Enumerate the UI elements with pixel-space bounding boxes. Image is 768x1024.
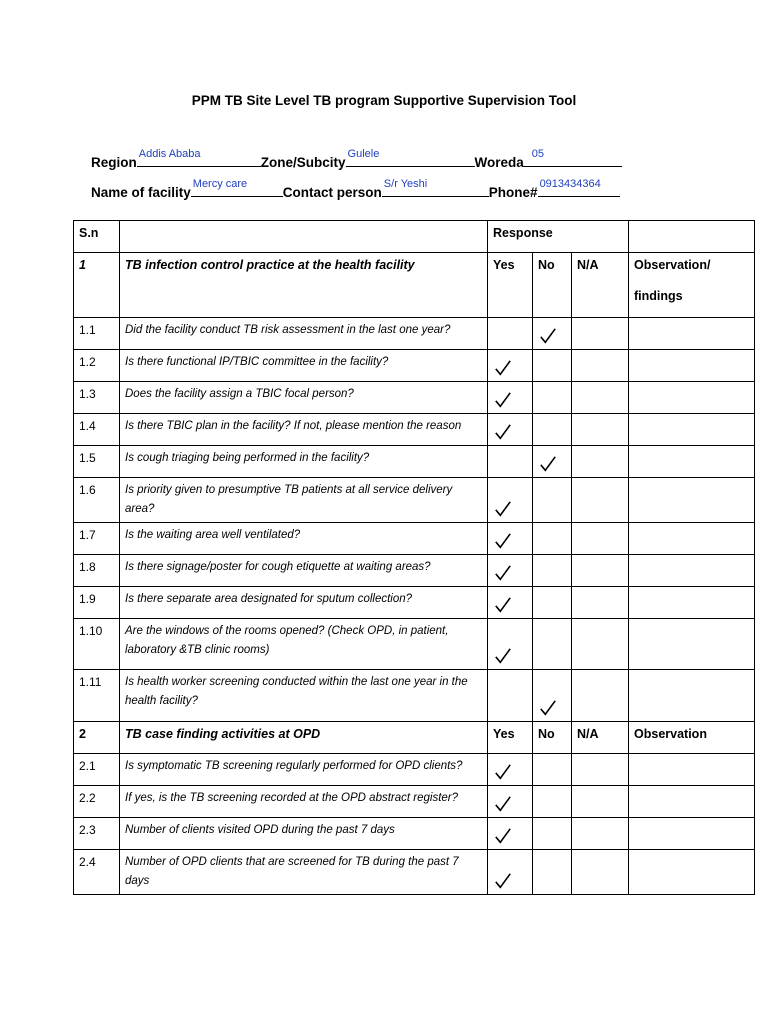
answer-cell[interactable] <box>533 414 572 446</box>
checkmark-icon <box>539 455 557 473</box>
row-question: Is priority given to presumptive TB patients at all service delivery area? <box>120 478 488 523</box>
col-response: Response <box>488 221 629 253</box>
section1-na: N/A <box>572 253 629 318</box>
observation-cell[interactable] <box>629 619 755 670</box>
row-question: Number of OPD clients that are screened for TB during the past 7 days <box>120 850 488 895</box>
checkmark-icon <box>494 795 512 813</box>
answer-cell[interactable] <box>572 478 629 523</box>
region-value: Addis Ababa <box>138 148 201 160</box>
row-question: Are the windows of the rooms opened? (Check OPD, in patient, laboratory &TB clinic rooms) <box>120 619 488 670</box>
answer-cell[interactable] <box>572 382 629 414</box>
observation-cell[interactable] <box>629 786 755 818</box>
answer-cell[interactable] <box>572 587 629 619</box>
observation-cell[interactable] <box>629 414 755 446</box>
answer-cell[interactable] <box>533 587 572 619</box>
row-question: Is there separate area designated for sputum collection? <box>120 587 488 619</box>
row-number: 2.1 <box>74 754 120 786</box>
section2-title: TB case finding activities at OPD <box>120 722 488 754</box>
answer-cell[interactable] <box>533 619 572 670</box>
contact-field[interactable] <box>382 178 489 197</box>
row-question: Is health worker screening conducted within the last one year in the health facility? <box>120 670 488 722</box>
checkmark-icon <box>494 647 512 665</box>
zone-field[interactable] <box>346 148 475 167</box>
answer-cell[interactable] <box>533 350 572 382</box>
section1-observation <box>629 253 755 318</box>
checkmark-icon <box>494 763 512 781</box>
row-number: 1.3 <box>74 382 120 414</box>
row-number: 1.9 <box>74 587 120 619</box>
section1-obs-line1: Observation/ <box>634 258 711 272</box>
table-row <box>74 555 755 587</box>
row-number: 1.6 <box>74 478 120 523</box>
row-question: Number of clients visited OPD during the past 7 days <box>120 818 488 850</box>
table-row <box>74 446 755 478</box>
answer-cell[interactable] <box>533 786 572 818</box>
answer-cell[interactable] <box>533 670 572 722</box>
answer-cell[interactable] <box>533 318 572 350</box>
row-question: Does the facility assign a TBIC focal person? <box>120 382 488 414</box>
row-number: 1.1 <box>74 318 120 350</box>
row-number: 2.2 <box>74 786 120 818</box>
answer-cell[interactable] <box>488 350 533 382</box>
answer-cell[interactable] <box>533 478 572 523</box>
checkmark-icon <box>539 699 557 717</box>
checkmark-icon <box>494 359 512 377</box>
section2-yes: Yes <box>488 722 533 754</box>
row-number: 1.7 <box>74 523 120 555</box>
facility-field[interactable] <box>191 178 283 197</box>
row-question: Is there functional IP/TBIC committee in the facility? <box>120 350 488 382</box>
answer-cell[interactable] <box>488 786 533 818</box>
region-field[interactable] <box>137 148 261 167</box>
observation-cell[interactable] <box>629 478 755 523</box>
answer-cell[interactable] <box>533 850 572 895</box>
row-question: Is there TBIC plan in the facility? If not, please mention the reason <box>120 414 488 446</box>
observation-cell[interactable] <box>629 754 755 786</box>
answer-cell[interactable] <box>488 587 533 619</box>
phone-field[interactable] <box>538 178 620 197</box>
section1-header-row <box>74 253 755 318</box>
row-number: 1.2 <box>74 350 120 382</box>
answer-cell[interactable] <box>533 523 572 555</box>
section2-header-row <box>74 722 755 754</box>
table-row <box>74 850 755 895</box>
row-number: 2.3 <box>74 818 120 850</box>
section2-observation: Observation <box>629 722 755 754</box>
answer-cell[interactable] <box>488 754 533 786</box>
facility-label: Name of facility <box>91 185 191 200</box>
answer-cell[interactable] <box>572 786 629 818</box>
row-number: 1.8 <box>74 555 120 587</box>
checkmark-icon <box>539 327 557 345</box>
info-line-1 <box>91 148 622 170</box>
observation-cell[interactable] <box>629 382 755 414</box>
woreda-field[interactable] <box>524 148 622 167</box>
table-row <box>74 619 755 670</box>
section1-yes: Yes <box>488 253 533 318</box>
answer-cell[interactable] <box>533 446 572 478</box>
row-question: Is cough triaging being performed in the facility? <box>120 446 488 478</box>
row-question: Did the facility conduct TB risk assessment in the last one year? <box>120 318 488 350</box>
table-row <box>74 382 755 414</box>
contact-value: S/r Yeshi <box>383 178 428 190</box>
answer-cell[interactable] <box>572 619 629 670</box>
table-row <box>74 670 755 722</box>
checkmark-icon <box>494 532 512 550</box>
table-row <box>74 350 755 382</box>
answer-cell[interactable] <box>488 619 533 670</box>
contact-label: Contact person <box>282 185 382 200</box>
checkmark-icon <box>494 564 512 582</box>
checkmark-icon <box>494 500 512 518</box>
answer-cell[interactable] <box>533 754 572 786</box>
region-label: Region <box>91 155 137 170</box>
table-row <box>74 478 755 523</box>
answer-cell[interactable] <box>488 850 533 895</box>
row-question: Is symptomatic TB screening regularly performed for OPD clients? <box>120 754 488 786</box>
table-row <box>74 318 755 350</box>
table-row <box>74 786 755 818</box>
section1-title: TB infection control practice at the health facility <box>120 253 488 318</box>
answer-cell[interactable] <box>572 350 629 382</box>
row-question: Is there signage/poster for cough etiquette at waiting areas? <box>120 555 488 587</box>
row-number: 1.5 <box>74 446 120 478</box>
answer-cell[interactable] <box>572 318 629 350</box>
answer-cell[interactable] <box>488 478 533 523</box>
info-line-2 <box>91 178 620 200</box>
table-row <box>74 754 755 786</box>
row-number: 1.10 <box>74 619 120 670</box>
checkmark-icon <box>494 596 512 614</box>
row-question: Is the waiting area well ventilated? <box>120 523 488 555</box>
phone-label: Phone# <box>488 185 538 200</box>
answer-cell[interactable] <box>572 754 629 786</box>
answer-cell[interactable] <box>533 382 572 414</box>
section1-obs-line2: findings <box>634 289 683 303</box>
section2-na: N/A <box>572 722 629 754</box>
section1-no: No <box>533 253 572 318</box>
phone-value: 0913434364 <box>539 178 601 190</box>
col-blank-obs <box>629 221 755 253</box>
observation-cell[interactable] <box>629 350 755 382</box>
answer-cell[interactable] <box>488 670 533 722</box>
section2-num: 2 <box>74 722 120 754</box>
answer-cell[interactable] <box>488 523 533 555</box>
col-blank <box>120 221 488 253</box>
checkmark-icon <box>494 423 512 441</box>
table-row <box>74 587 755 619</box>
answer-cell[interactable] <box>572 670 629 722</box>
observation-cell[interactable] <box>629 587 755 619</box>
page-title: PPM TB Site Level TB program Supportive Supervision Tool <box>191 93 577 108</box>
table-row <box>74 523 755 555</box>
row-number: 1.11 <box>74 670 120 722</box>
answer-cell[interactable] <box>533 818 572 850</box>
checkmark-icon <box>494 391 512 409</box>
col-sn: S.n <box>74 221 120 253</box>
row-number: 1.4 <box>74 414 120 446</box>
table-row <box>74 818 755 850</box>
answer-cell[interactable] <box>572 414 629 446</box>
answer-cell[interactable] <box>533 555 572 587</box>
facility-value: Mercy care <box>192 178 248 190</box>
answer-cell[interactable] <box>488 555 533 587</box>
observation-cell[interactable] <box>629 318 755 350</box>
checkmark-icon <box>494 827 512 845</box>
zone-label: Zone/Subcity <box>260 155 346 170</box>
answer-cell[interactable] <box>572 818 629 850</box>
answer-cell[interactable] <box>572 850 629 895</box>
observation-cell[interactable] <box>629 523 755 555</box>
answer-cell[interactable] <box>572 555 629 587</box>
table-header-row <box>74 221 755 253</box>
supervision-table <box>73 220 755 895</box>
zone-value: Gulele <box>347 148 380 160</box>
answer-cell[interactable] <box>572 523 629 555</box>
section1-num: 1 <box>74 253 120 318</box>
section2-no: No <box>533 722 572 754</box>
row-number: 2.4 <box>74 850 120 895</box>
observation-cell[interactable] <box>629 555 755 587</box>
observation-cell[interactable] <box>629 850 755 895</box>
answer-cell[interactable] <box>572 446 629 478</box>
answer-cell[interactable] <box>488 318 533 350</box>
checkmark-icon <box>494 872 512 890</box>
woreda-label: Woreda <box>474 155 524 170</box>
observation-cell[interactable] <box>629 446 755 478</box>
table-row <box>74 414 755 446</box>
woreda-value: 05 <box>531 148 545 160</box>
answer-cell[interactable] <box>488 446 533 478</box>
answer-cell[interactable] <box>488 818 533 850</box>
row-question: If yes, is the TB screening recorded at the OPD abstract register? <box>120 786 488 818</box>
observation-cell[interactable] <box>629 670 755 722</box>
observation-cell[interactable] <box>629 818 755 850</box>
answer-cell[interactable] <box>488 382 533 414</box>
answer-cell[interactable] <box>488 414 533 446</box>
